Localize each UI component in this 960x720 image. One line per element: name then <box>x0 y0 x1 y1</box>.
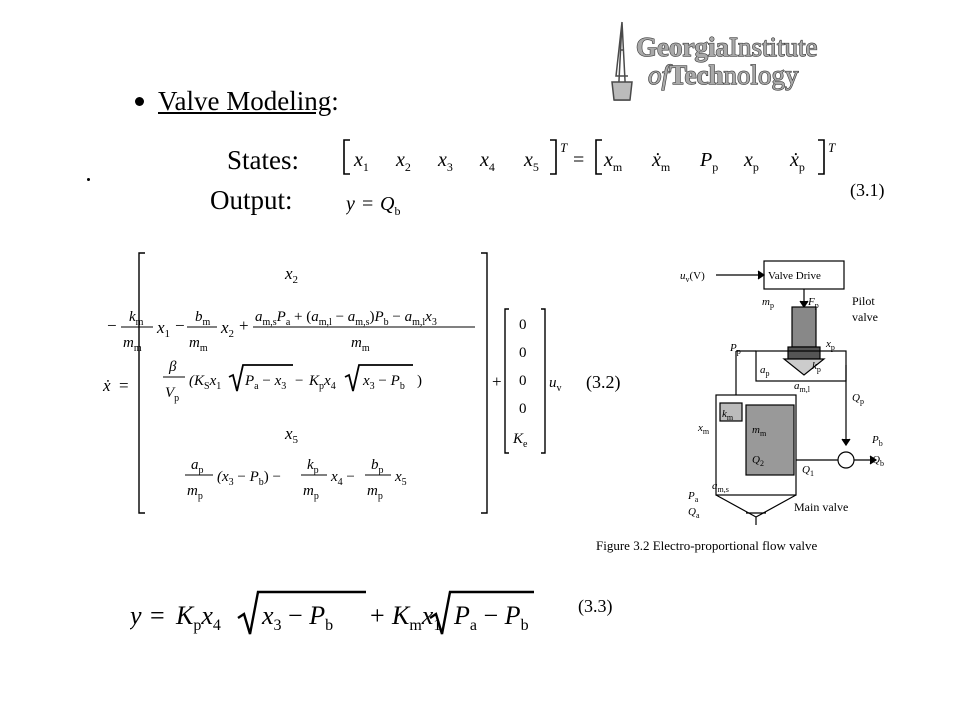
svg-text:x2: $x_2$ <box>396 149 411 174</box>
svg-text:Pp: $P_p$ <box>700 149 719 174</box>
svg-text:Kpx4: $K_px_4$ <box>309 373 336 392</box>
logo-of: of <box>648 60 670 90</box>
svg-text:): ) <box>417 373 422 389</box>
svg-text:uv(V): $u_v(V)$ <box>680 270 705 284</box>
svg-text:+: + <box>239 316 249 335</box>
svg-text:x5: $x_5$ <box>285 424 299 446</box>
svg-text:xp: $x_p$ <box>826 338 835 352</box>
svg-text:Pp: $P_p$ <box>730 342 741 356</box>
svg-text:=: = <box>150 601 165 630</box>
svg-text:mp: $m_p$ <box>187 483 203 502</box>
svg-text:(x3 − Pb) −: $(x_3 - P_b)$ − <box>217 469 282 488</box>
pilot-label: Pilot <box>852 294 875 308</box>
svg-text:ẋp: ẋ$_p$ <box>790 149 805 174</box>
svg-text:xm: $x_m$ <box>604 149 623 174</box>
svg-text:x2: $x_2$ <box>221 318 235 340</box>
equation-number-3-2: (3.2) <box>586 372 621 392</box>
svg-text:Vp: $V_p$ <box>165 385 180 404</box>
svg-text:Pb: $P_b$ <box>872 434 883 448</box>
svg-text:bm: $b_m$ <box>195 309 211 328</box>
svg-text:kp: $k_p$ <box>307 457 319 476</box>
svg-text:mp: $m_p$ <box>762 296 774 310</box>
svg-text:Pa − Pb: $P_a - P_b$ <box>454 601 529 634</box>
output-flow-equation-tail <box>450 588 560 638</box>
bullet-icon <box>135 97 144 106</box>
svg-text:mm: $m_m$ <box>351 335 370 354</box>
svg-text:−: − <box>107 316 117 335</box>
svg-text:ẋ: ẋ <box>103 376 111 395</box>
svg-text:km: $k_m$ <box>722 408 734 422</box>
svg-text:x3 − Pb: $x_3 - P_b$ <box>363 373 405 392</box>
svg-text:bp: $b_p$ <box>371 457 384 476</box>
svg-text:x2: $x_2$ <box>285 264 299 286</box>
svg-text:mm: $m_m$ <box>123 335 142 354</box>
svg-text:Qa: $Q_a$ <box>688 506 700 520</box>
figure-caption: Figure 3.2 Electro-proportional flow valve <box>596 538 818 553</box>
logo-georgia: Georgia <box>636 32 729 62</box>
svg-text:Qb: $Q_b$ <box>380 193 401 218</box>
georgia-tech-logo <box>608 20 908 102</box>
svg-text:0: 0 <box>519 345 527 361</box>
svg-text:y: y <box>346 193 355 215</box>
heading-row <box>135 86 339 117</box>
svg-text:x5: $x_5$ <box>524 149 539 174</box>
svg-text:x1: $x_1$ <box>157 318 171 340</box>
logo-tech: Tech <box>669 60 724 90</box>
svg-text:=: = <box>362 193 374 215</box>
valve-diagram <box>676 255 926 525</box>
svg-text:Q2: $Q_2$ <box>752 454 764 468</box>
svg-text:GeorgiaInstitute <box>636 32 817 62</box>
svg-text:Pa − x3: $P_a - x_3$ <box>245 373 287 392</box>
svg-text:ofTechnology <box>648 60 799 90</box>
svg-text:Kpx4: $K_px_4$ <box>176 601 221 634</box>
svg-text:am,sPa + (am,l − am,s)Pb − am,: $a_{m,s}P_a + (a_{m,l} - a_{m,s})P_b - a_{m,l}x_3$ <box>255 309 437 328</box>
valve-drive-label: Valve Drive <box>768 270 821 282</box>
svg-text:mp: $m_p$ <box>303 483 319 502</box>
svg-text:x4 −: $x_4$ − <box>331 469 355 488</box>
svg-text:0: 0 <box>519 317 527 333</box>
main-valve-label: Main valve <box>794 500 849 514</box>
svg-text:ap: $a_p$ <box>191 457 204 476</box>
svg-text:x5: $x_5$ <box>395 469 407 488</box>
svg-text:Qb: $Q_b$ <box>872 454 884 468</box>
svg-text:x3: $x_3$ <box>438 149 453 174</box>
svg-text:β: β <box>169 359 177 375</box>
svg-text:x3 − Pb: $x_3 - P_b$ <box>262 601 334 634</box>
slide-heading: Valve Modeling: <box>158 86 339 116</box>
svg-text:mm: $m_m$ <box>189 335 208 354</box>
output-label: Output: <box>210 185 293 215</box>
svg-text:Qp: $Q_p$ <box>852 392 864 406</box>
valve-label: valve <box>852 310 878 324</box>
state-space-equation <box>95 245 565 520</box>
svg-text:T: T <box>828 140 836 155</box>
svg-text:−: − <box>295 373 304 389</box>
svg-text:mp: $m_p$ <box>367 483 383 502</box>
svg-text:Ke: $K_e$ <box>513 431 528 450</box>
svg-text:xm: $x_m$ <box>698 422 710 436</box>
svg-text:x1: $x_1$ <box>354 149 369 174</box>
svg-text:0: 0 <box>519 401 527 417</box>
logo-nology: nology <box>723 60 799 90</box>
svg-text:Fp: $F_p$ <box>808 296 819 310</box>
svg-text:0: 0 <box>519 373 527 389</box>
logo-institute: Institute <box>728 32 818 62</box>
output-equation <box>346 186 446 220</box>
svg-text:−: − <box>175 316 185 335</box>
svg-text:xp: $x_p$ <box>744 149 759 174</box>
svg-text:x4: $x_4$ <box>480 149 495 174</box>
svg-text:mm: $m_m$ <box>752 424 767 438</box>
svg-text:=: = <box>119 376 129 395</box>
svg-text:uv: $u_v$ <box>549 375 562 394</box>
svg-text:+: + <box>492 372 502 391</box>
svg-text:kp: $k_p$ <box>812 360 821 374</box>
svg-text:y: y <box>130 601 142 630</box>
svg-text:km: $k_m$ <box>129 309 144 328</box>
svg-text:ẋm: ẋ$_m$ <box>652 149 671 174</box>
svg-text:ap: $a_p$ <box>760 364 770 378</box>
spire-icon <box>612 22 632 100</box>
equation-number-3-3: (3.3) <box>578 596 613 616</box>
svg-text:am,s: $a_{m,s}$ <box>712 480 729 494</box>
svg-text:Pa: $P_a$ <box>688 490 699 504</box>
svg-text:T: T <box>560 140 568 155</box>
svg-text:Q1: $Q_1$ <box>802 464 814 478</box>
equation-number-3-1: (3.1) <box>850 180 885 200</box>
svg-text:+: + <box>370 601 385 630</box>
states-label: States: <box>227 145 299 175</box>
svg-text:am,l: $a_{m,l}$ <box>794 380 810 394</box>
svg-text:=: = <box>573 149 585 171</box>
stray-dot <box>87 178 90 181</box>
states-equation <box>340 132 840 182</box>
svg-text:(KSx1: ($K_Sx_1$ <box>189 373 222 392</box>
svg-text:Kmx1: $K_mx_1$ <box>392 601 442 634</box>
